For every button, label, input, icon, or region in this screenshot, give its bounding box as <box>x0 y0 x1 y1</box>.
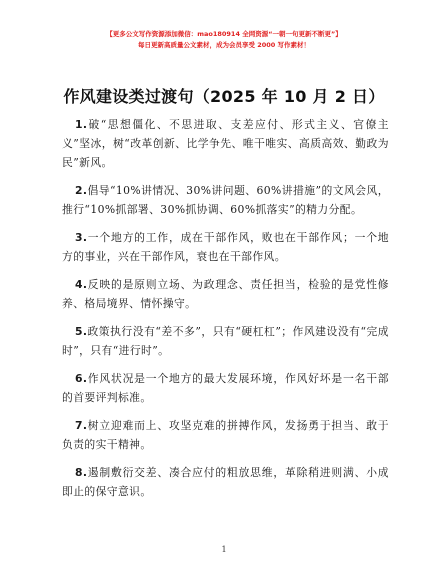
paragraph-2 <box>62 181 389 219</box>
page-number: 1 <box>221 545 227 554</box>
paragraph-text: 破“思想僵化、不思进取、支差应付、形式主义、官僚主义”坚冰，树“改革创新、比学争先、唯干唯实、高质高效、勤政为民”新风。 <box>62 118 389 169</box>
paragraph-text: 遏制敷衍交差、凑合应付的粗放思维，革除稍进则满、小成即止的保守意识。 <box>62 466 389 498</box>
paragraph-number: 1. <box>74 118 88 131</box>
paragraph-5 <box>62 322 389 360</box>
paragraph-text: 一个地方的工作，成在干部作风，败也在干部作风；一个地方的事业，兴在干部作风，衰也在干部作风。 <box>62 231 389 263</box>
document-title: 作风建设类过渡句（2025 年 10 月 2 日） <box>63 87 385 106</box>
paragraph-text: 反映的是原则立场、为政理念、责任担当，检验的是党性修养、格局境界、情怀操守。 <box>62 278 389 310</box>
paragraph-number: 3. <box>74 231 88 244</box>
promo-banner <box>0 29 448 51</box>
paragraph-number: 2. <box>74 184 88 197</box>
paragraph-number: 5. <box>74 325 88 338</box>
paragraph-7 <box>62 416 389 454</box>
paragraph-number: 8. <box>74 466 88 479</box>
paragraph-text: 政策执行没有“差不多”，只有“硬杠杠”；作风建设没有“完成时”，只有“进行时”。 <box>62 325 389 357</box>
paragraph-number: 7. <box>74 419 88 432</box>
paragraph-4 <box>62 275 389 313</box>
paragraph-text: 作风状况是一个地方的最大发展环境，作风好坏是一名干部的首要评判标准。 <box>62 372 389 404</box>
paragraph-text: 树立迎难而上、攻坚克难的拼搏作风，发扬勇于担当、敢于负责的实干精神。 <box>62 419 389 451</box>
paragraph-6 <box>62 369 389 407</box>
paragraph-8 <box>62 463 389 501</box>
document-body <box>62 115 389 510</box>
paragraph-number: 6. <box>74 372 88 385</box>
paragraph-text: 倡导“10%讲情况、30%讲问题、60%讲措施”的文风会风，推行“10%抓部署、30%抓协调、60%抓落实”的精力分配。 <box>62 184 389 216</box>
promo-banner-line-2: 每日更新高质量公文素材，成为会员享受 2000 写作素材！ <box>137 41 311 49</box>
paragraph-3 <box>62 228 389 266</box>
paragraph-number: 4. <box>74 278 88 291</box>
promo-banner-line-1: 【更多公文写作资源添加微信：mao180914 全网资源“一朝一句更新不断更”】 <box>106 30 342 38</box>
paragraph-1 <box>62 115 389 172</box>
